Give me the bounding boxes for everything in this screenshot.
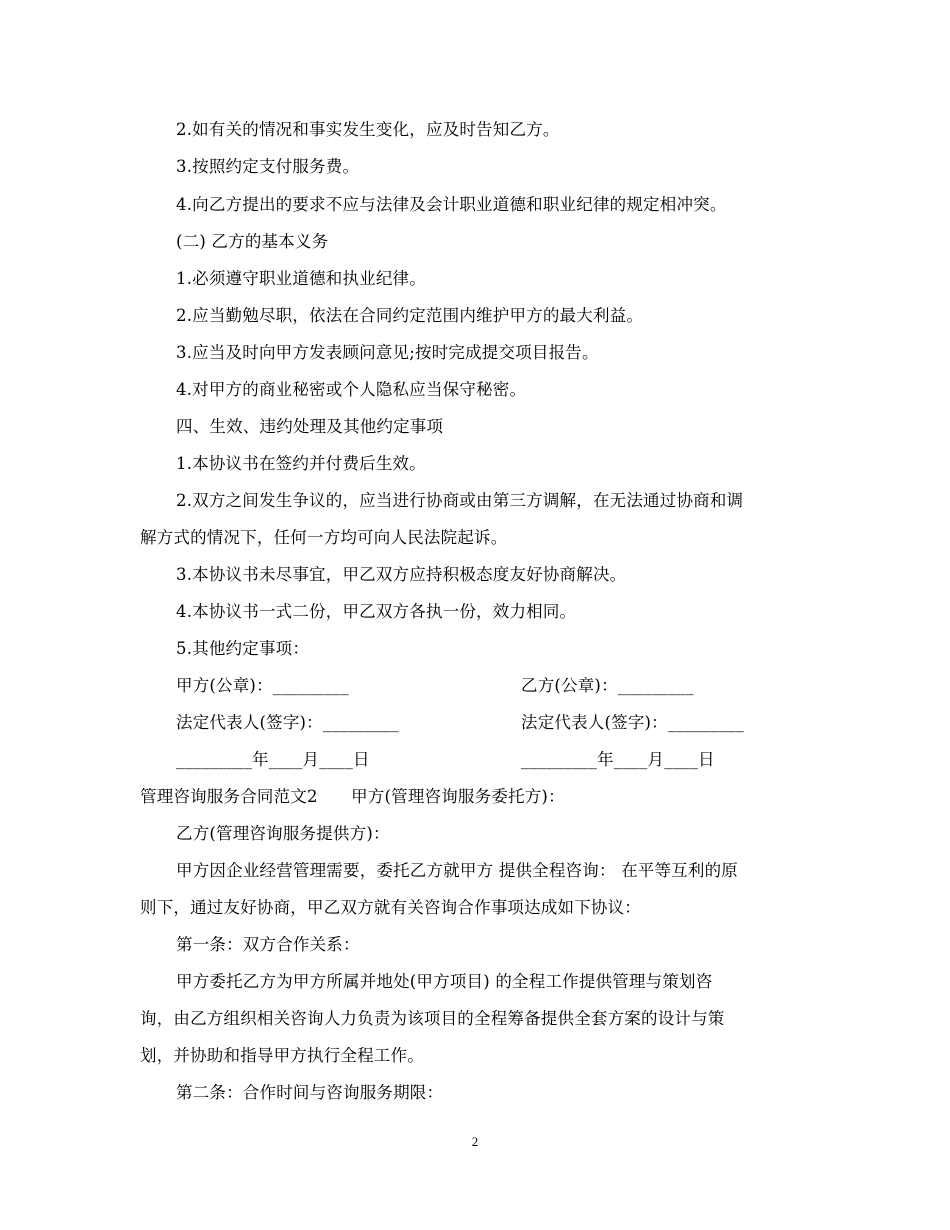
paragraph-party-b-duty-2: 2.应当勤勉尽职，依法在合同约定范围内维护甲方的最大利益。 <box>176 306 644 325</box>
paragraph-party-b-duty-3: 3.应当及时向甲方发表顾问意见;按时完成提交项目报告。 <box>176 343 599 362</box>
party-b-seal-field: 乙方(公章)：_________ <box>521 676 694 695</box>
paragraph-effect-3: 3.本协议书未尽事宜，甲乙双方应持积极态度友好协商解决。 <box>176 565 627 584</box>
paragraph-party-b-duty-4: 4.对甲方的商业秘密或个人隐私应当保守秘密。 <box>176 380 527 399</box>
second-contract-preamble-cont: 则下，通过友好协商，甲乙双方就有关咨询合作事项达成如下协议： <box>140 898 641 917</box>
paragraph-party-a-duty-2: 2.如有关的情况和事实发生变化，应及时告知乙方。 <box>176 120 560 139</box>
section-heading-effect: 四、生效、违约处理及其他约定事项 <box>176 417 444 436</box>
section-heading-party-b-duties: (二) 乙方的基本义务 <box>176 232 329 251</box>
second-contract-party-b: 乙方(管理咨询服务提供方)： <box>176 824 390 843</box>
page-number: 2 <box>471 1134 479 1149</box>
party-b-rep-signature-field: 法定代表人(签字)：_________ <box>521 713 744 732</box>
party-a-date-field: _________年____月____日 <box>176 750 370 769</box>
second-contract-title: 管理咨询服务合同范文2 甲方(管理咨询服务委托方)： <box>140 787 565 806</box>
party-a-rep-signature-field: 法定代表人(签字)：_________ <box>176 713 399 732</box>
paragraph-effect-2-cont: 解方式的情况下，任何一方均可向人民法院起诉。 <box>140 528 508 547</box>
party-b-date-field: _________年____月____日 <box>521 750 715 769</box>
paragraph-effect-2: 2.双方之间发生争议的，应当进行协商或由第三方调解，在无法通过协商和调 <box>176 491 744 510</box>
paragraph-effect-5: 5.其他约定事项： <box>176 639 310 658</box>
paragraph-party-a-duty-3: 3.按照约定支付服务费。 <box>176 157 360 176</box>
article-1-heading: 第一条：双方合作关系： <box>176 935 360 954</box>
second-contract-preamble: 甲方因企业经营管理需要，委托乙方就甲方 提供全程咨询： 在平等互利的原 <box>176 861 738 880</box>
article-2-heading: 第二条：合作时间与咨询服务期限： <box>176 1083 444 1102</box>
article-1-body-cont-1: 询，由乙方组织相关咨询人力负责为该项目的全程筹备提供全套方案的设计与策 <box>140 1009 725 1028</box>
paragraph-party-a-duty-4: 4.向乙方提出的要求不应与法律及会计职业道德和职业纪律的规定相冲突。 <box>176 195 727 214</box>
article-1-body: 甲方委托乙方为甲方所属并地处(甲方项目) 的全程工作提供管理与策划咨 <box>176 972 713 991</box>
paragraph-effect-4: 4.本协议书一式二份，甲乙双方各执一份，效力相同。 <box>176 602 577 621</box>
paragraph-party-b-duty-1: 1.必须遵守职业道德和执业纪律。 <box>176 269 426 288</box>
paragraph-effect-1: 1.本协议书在签约并付费后生效。 <box>176 454 426 473</box>
article-1-body-cont-2: 划，并协助和指导甲方执行全程工作。 <box>140 1046 424 1065</box>
party-a-seal-field: 甲方(公章)：_________ <box>176 676 349 695</box>
